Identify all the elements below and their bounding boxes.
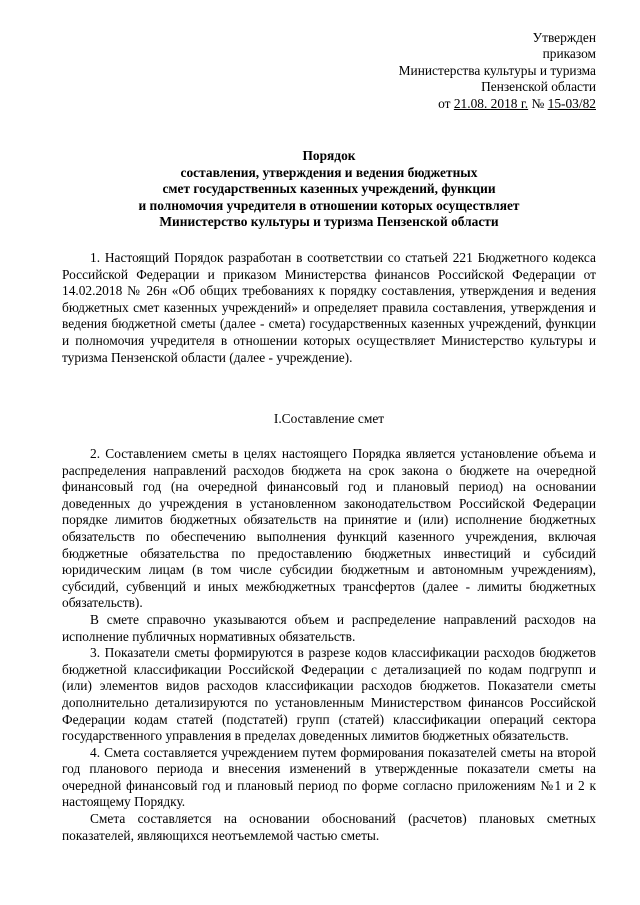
approval-line: Утвержден (532, 30, 596, 45)
section-1-body (62, 446, 596, 844)
title-line: смет государственных казенных учреждений, функции (162, 181, 496, 197)
title-line: и полномочия учредителя в отношении которых осуществляет (138, 197, 520, 213)
approval-line: приказом (542, 46, 596, 62)
paragraph-4: 4. Смета составляется учреждением путем формирования показателей сметы на второй год планового периода и внесения изменений в утвержденные показатели сметы на очередной финансовый год и плановый период по форме согласно приложениям №1 и 2 к настоящему Порядку. (62, 744, 596, 810)
title-line: Министерство культуры и туризма Пензенской области (159, 214, 499, 230)
date-prefix: от (438, 95, 454, 111)
paragraph-2b: В смете справочно указываются объем и распределение направлений расходов на исполнение публичных нормативных обязательств. (62, 611, 596, 644)
approval-date: 21.08. 2018 г. (453, 95, 529, 111)
number-prefix: № (528, 95, 548, 111)
approval-line: Министерства культуры и туризма (398, 62, 596, 78)
paragraph-3: 3. Показатели сметы формируются в разрезе кодов классификации расходов бюджетов бюджетной классификации Российской Федерации с детализацией по кодам подгрупп и (или) элементов видов расходов классификации расходов бюджетов. Показатели сметы дополнительно детализируются по установленным Министерством финансов Российской Федерации кодам статей (подстатей) групп (статей) классификации операций сектора государственного управления в пределах доведенных лимитов бюджетных обязательств. (62, 645, 596, 744)
paragraph-1: 1. Настоящий Порядок разработан в соответствии со статьей 221 Бюджетного кодекса Российской Федерации и приказом Министерства финансов Российской Федерации от 14.02.2018 № 26н «Об общих требованиях к порядку составления, утверждения и ведения бюджетных смет казенных учреждений» и определяет правила составления, утверждения и ведения бюджетной сметы (далее - смета) государственных казенных учреждений, функции и полномочия учредителя в отношении которых осуществляет Министерство культуры и туризма Пензенской области (далее - учреждение). (62, 250, 596, 365)
paragraph-2: 2. Составлением сметы в целях настоящего Порядка является установление объема и распределения направлений расходов бюджета на срок закона о бюджете на очередной финансовый год (на очередной финансовый год и плановый период) на основании доведенных до учреждения в установленном законодательством Российской Федерации порядке лимитов бюджетных обязательств на принятие и (или) исполнение бюджетных обязательств по обеспечению выполнения функций казенного учреждения, включая бюджетные обязательства по предоставлению бюджетных инвестиций и субсидий юридическим лицам (в том числе субсидии бюджетным и автономным учреждениям), субсидий, субвенций и иных межбюджетных трансфертов (далее - лимиты бюджетных обязательств). (62, 446, 596, 611)
intro-section (62, 250, 596, 366)
approval-stamp-block (399, 30, 596, 112)
approval-number: 15-03/82 (547, 95, 596, 111)
approval-line: Пензенской области (481, 79, 596, 95)
approval-date-line (399, 96, 596, 112)
title-line: составления, утверждения и ведения бюджетных (180, 164, 478, 180)
paragraph-4b: Смета составляется на основании обоснований (расчетов) плановых сметных показателей, являющихся неотъемлемой частью сметы. (62, 811, 596, 843)
document-title (62, 148, 596, 231)
section-heading: I.Составление смет (273, 411, 385, 426)
title-line: Порядок (302, 148, 356, 163)
